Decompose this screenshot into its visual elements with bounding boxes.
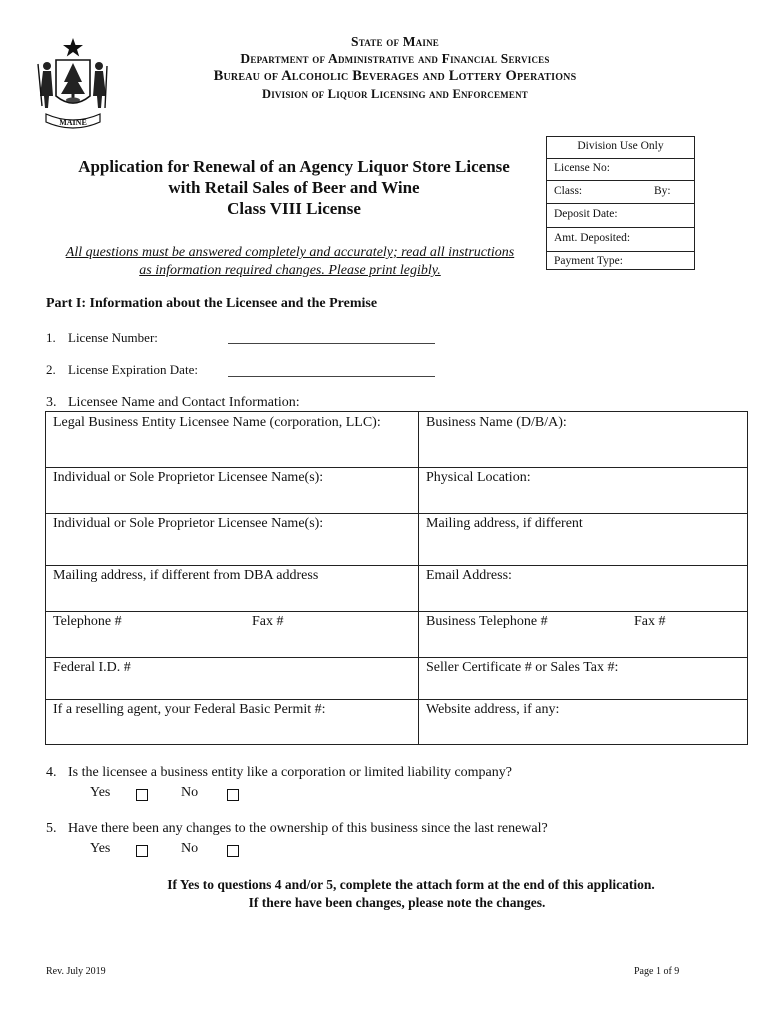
question-3: [46, 395, 300, 411]
q5-no-label: No: [181, 841, 199, 856]
license-number-input[interactable]: [228, 343, 435, 344]
checkbox-icon: [136, 789, 148, 801]
amt-deposited-field[interactable]: [547, 227, 694, 251]
physical-location-field[interactable]: Physical Location:: [426, 470, 531, 485]
page-number: Page 1 of 9: [634, 966, 680, 977]
mailing-address-field[interactable]: Mailing address, if different: [426, 516, 583, 531]
row-line: [46, 565, 747, 566]
instruction-note-line1: If Yes to questions 4 and/or 5, complete the attach form at the end of this application.: [167, 877, 655, 892]
form-title-line2: with Retail Sales of Beer and Wine: [168, 178, 420, 197]
table-divider: [418, 412, 419, 744]
instructions-line2: as information required changes. Please print legibly.: [139, 263, 441, 278]
instruction-note-line2: If there have been changes, please note the changes.: [248, 895, 546, 910]
division-use-heading: Division Use Only: [577, 140, 664, 152]
q4-no-label: No: [181, 785, 199, 800]
form-title-line1: Application for Renewal of an Agency Liquor Store License: [78, 157, 510, 176]
class-field[interactable]: [547, 180, 694, 203]
question-4: [46, 765, 512, 781]
header-state: State of Maine: [351, 34, 439, 49]
class-label: Class:: [554, 185, 583, 197]
revision-date: Rev. July 2019: [46, 966, 106, 977]
seller-certificate-field[interactable]: Seller Certificate # or Sales Tax #:: [426, 660, 619, 675]
payment-type-field[interactable]: [547, 251, 694, 270]
legal-entity-name-field[interactable]: Legal Business Entity Licensee Name (corporation, LLC):: [53, 415, 381, 430]
q5-no-checkbox[interactable]: [227, 843, 239, 861]
website-address-field[interactable]: Website address, if any:: [426, 702, 560, 717]
deposit-date-label: Deposit Date:: [554, 208, 618, 220]
q1-number: 1.: [46, 330, 56, 345]
question-2: [46, 362, 198, 378]
checkbox-icon: [227, 789, 239, 801]
part1-heading: Part I: Information about the Licensee and the Premise: [46, 296, 378, 311]
federal-id-field[interactable]: Federal I.D. #: [53, 660, 131, 675]
payment-type-label: Payment Type:: [554, 255, 623, 267]
business-name-field[interactable]: Business Name (D/B/A):: [426, 415, 567, 430]
q4-yes-checkbox[interactable]: [136, 787, 148, 805]
individual-licensee-name-field-2[interactable]: Individual or Sole Proprietor Licensee Name(s):: [53, 516, 324, 531]
q4-text: Is the licensee a business entity like a corporation or limited liability company?: [68, 765, 512, 780]
header-department: Department of Administrative and Financial Services: [240, 51, 550, 66]
business-fax-field[interactable]: Fax #: [634, 614, 666, 629]
checkbox-icon: [227, 845, 239, 857]
fax-field[interactable]: Fax #: [252, 614, 284, 629]
instructions-line1: All questions must be answered completely and accurately; read all instructions: [65, 245, 515, 260]
header-division: Division of Liquor Licensing and Enforcement: [262, 87, 528, 101]
q2-label: License Expiration Date:: [68, 362, 198, 377]
q2-number: 2.: [46, 362, 56, 377]
question-1: [46, 330, 158, 346]
seal-banner-text: MAINE: [59, 118, 87, 127]
q5-number: 5.: [46, 821, 57, 836]
checkbox-icon: [136, 845, 148, 857]
question-5: [46, 821, 548, 837]
license-expiration-input[interactable]: [228, 376, 435, 377]
q3-label: Licensee Name and Contact Information:: [68, 395, 300, 410]
amt-deposited-label: Amt. Deposited:: [554, 232, 631, 244]
by-label: By:: [654, 185, 671, 197]
form-title-line3: Class VIII License: [227, 199, 361, 218]
header-bureau: Bureau of Alcoholic Beverages and Lottery Operations: [213, 68, 577, 84]
row-line: [46, 467, 747, 468]
row-line: [46, 611, 747, 612]
division-use-box: [546, 136, 695, 270]
mailing-address-dba-field[interactable]: Mailing address, if different from DBA address: [53, 568, 319, 583]
q1-label: License Number:: [68, 330, 158, 345]
q5-yes-label: Yes: [90, 841, 111, 856]
q4-no-checkbox[interactable]: [227, 787, 239, 805]
row-line: [46, 513, 747, 514]
individual-licensee-name-field-1[interactable]: Individual or Sole Proprietor Licensee Name(s):: [53, 470, 324, 485]
contact-info-table: [45, 411, 748, 745]
telephone-field[interactable]: Telephone #: [53, 614, 122, 629]
license-no-label: License No:: [554, 162, 610, 174]
federal-basic-permit-field[interactable]: If a reselling agent, your Federal Basic Permit #:: [53, 702, 326, 717]
row-line: [46, 657, 747, 658]
row-line: [46, 699, 747, 700]
q4-number: 4.: [46, 765, 57, 780]
q3-number: 3.: [46, 395, 57, 410]
q4-yes-label: Yes: [90, 785, 111, 800]
license-no-field[interactable]: [547, 158, 694, 180]
email-address-field[interactable]: Email Address:: [426, 568, 512, 583]
q5-text: Have there been any changes to the ownership of this business since the last renewal?: [68, 821, 548, 836]
q5-yes-checkbox[interactable]: [136, 843, 148, 861]
deposit-date-field[interactable]: [547, 203, 694, 227]
business-telephone-field[interactable]: Business Telephone #: [426, 614, 548, 629]
